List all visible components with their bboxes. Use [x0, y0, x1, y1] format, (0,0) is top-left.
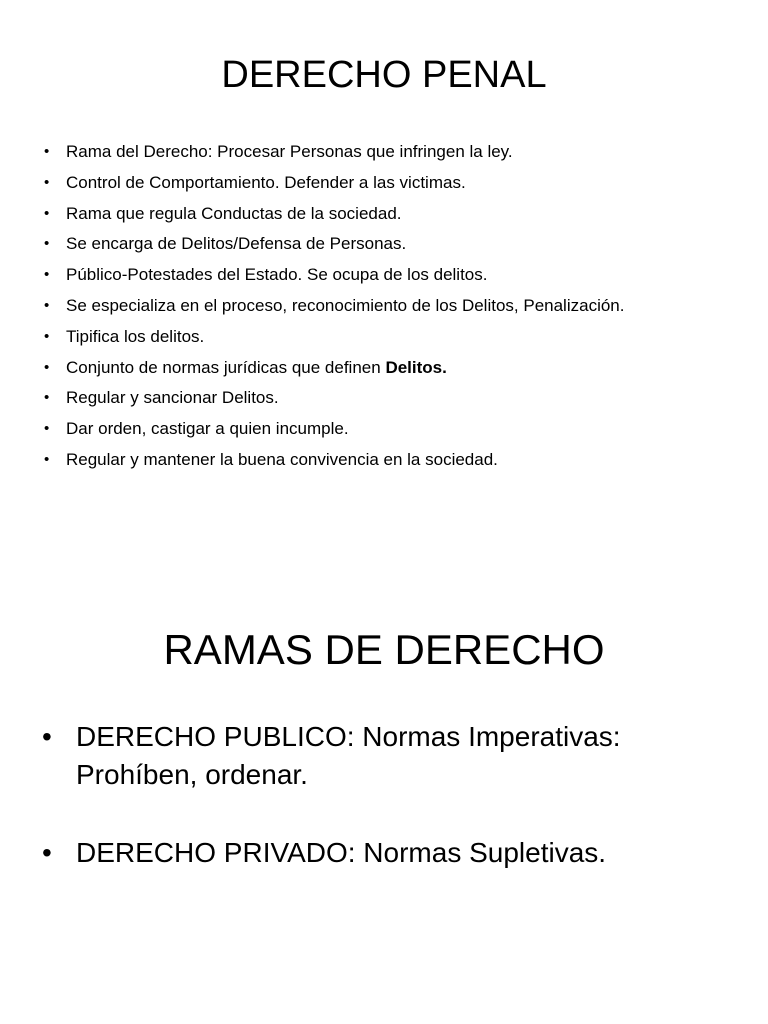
bullet-item	[44, 232, 654, 256]
bullet-text: Regular y mantener la buena convivencia en la sociedad.	[66, 449, 498, 469]
bullet-item	[44, 202, 654, 226]
bullet-text: Rama que regula Conductas de la sociedad.	[66, 203, 402, 223]
bullet-text: DERECHO PUBLICO: Normas Imperativas: Prohíben, ordenar.	[76, 721, 621, 790]
bullet-text: Tipifica los delitos.	[66, 326, 205, 346]
bullet-list	[42, 718, 682, 912]
bullet-item	[44, 325, 654, 349]
slide-title: RAMAS DE DERECHO	[163, 626, 605, 673]
slide-title: DERECHO PENAL	[221, 54, 547, 96]
bullet-text: Control de Comportamiento. Defender a las victimas.	[66, 172, 466, 192]
bullet-item	[42, 834, 682, 872]
bullet-text: Se encarga de Delitos/Defensa de Personas.	[66, 234, 407, 254]
bullet-item	[44, 171, 654, 195]
bullet-item	[44, 448, 654, 472]
bullet-item	[44, 140, 654, 164]
bullet-item	[44, 294, 654, 318]
bullet-text: Se especializa en el proceso, reconocimiento de los Delitos, Penalización.	[66, 295, 625, 315]
bullet-text: Público-Potestades del Estado. Se ocupa de los delitos.	[66, 265, 488, 285]
bullet-item	[44, 263, 654, 287]
bullet-text: Regular y sancionar Delitos.	[66, 388, 279, 408]
bullet-list	[44, 140, 654, 479]
bullet-item	[42, 718, 682, 794]
bullet-text: DERECHO PRIVADO: Normas Supletivas.	[76, 837, 607, 868]
bullet-item	[44, 386, 654, 410]
bullet-text: Rama del Derecho: Procesar Personas que infringen la ley.	[66, 142, 513, 161]
slide-ramas-de-derecho	[0, 600, 768, 1024]
bullet-bold-text: Delitos.	[385, 357, 447, 377]
bullet-text: Conjunto de normas jurídicas que definen	[66, 357, 386, 377]
bullet-item	[44, 417, 654, 441]
bullet-text: Dar orden, castigar a quien incumple.	[66, 419, 349, 439]
bullet-item	[44, 356, 654, 380]
